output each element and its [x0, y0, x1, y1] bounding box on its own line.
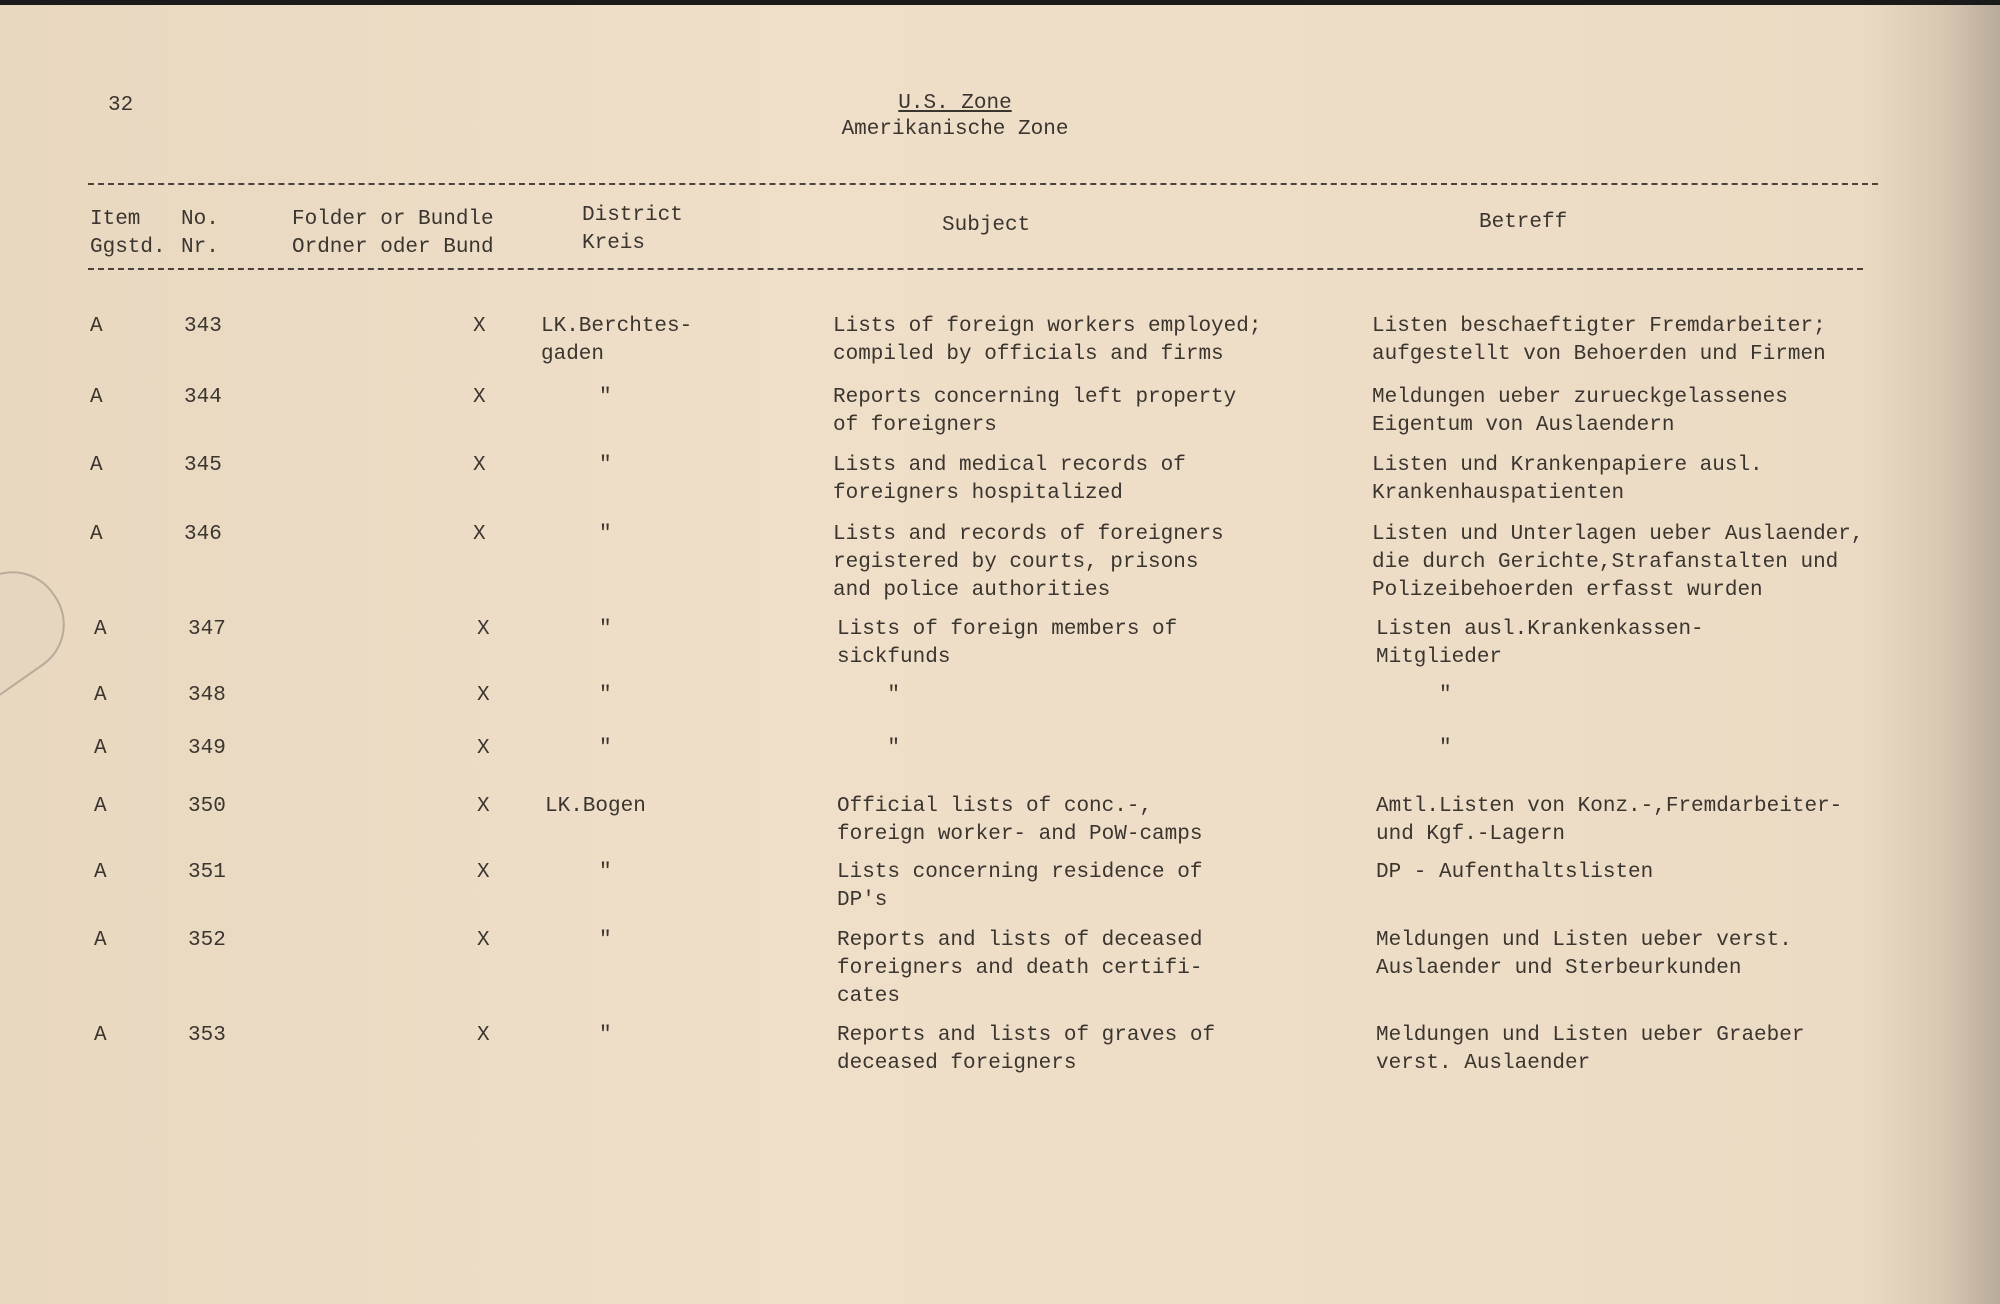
header-item: Item Ggstd.: [90, 208, 166, 259]
betreff-cell: Meldungen ueber zurueckgelassenes Eigentum von Auslaendern: [1372, 386, 1788, 437]
folder-mark: X: [477, 795, 490, 818]
header-no: No. Nr.: [181, 208, 219, 259]
number-cell: 346: [184, 523, 222, 546]
number-cell: 343: [184, 315, 222, 338]
subject-cell: Official lists of conc.-, foreign worker- and PoW-camps: [837, 795, 1203, 846]
number-cell: 347: [188, 618, 226, 641]
district-cell: ": [599, 1024, 612, 1047]
folder-mark: X: [477, 737, 490, 760]
header-district: District Kreis: [582, 204, 683, 255]
divider-header: [88, 268, 1863, 270]
district-cell: ": [599, 386, 612, 409]
binder-tab: [0, 552, 84, 697]
item-cell: A: [94, 861, 107, 884]
subject-cell: Reports and lists of graves of deceased foreigners: [837, 1024, 1216, 1075]
item-cell: A: [94, 684, 107, 707]
subject-cell: Reports and lists of deceased foreigners and death certifi- cates: [837, 929, 1203, 1008]
folder-mark: X: [477, 684, 490, 707]
betreff-cell: Amtl.Listen von Konz.-,Fremdarbeiter- und Kgf.-Lagern: [1376, 795, 1843, 846]
item-cell: A: [94, 618, 107, 641]
number-cell: 350: [188, 795, 226, 818]
number-cell: 348: [188, 684, 226, 707]
folder-mark: X: [473, 454, 486, 477]
district-cell: ": [599, 454, 612, 477]
subject-cell: Lists of foreign members of sickfunds: [837, 618, 1178, 669]
folder-mark: X: [477, 861, 490, 884]
betreff-cell: ": [1376, 737, 1452, 760]
folder-mark: X: [477, 1024, 490, 1047]
betreff-cell: ": [1376, 684, 1452, 707]
item-cell: A: [94, 737, 107, 760]
subject-cell: Lists of foreign workers employed; compiled by officials and firms: [833, 315, 1262, 366]
number-cell: 352: [188, 929, 226, 952]
number-cell: 345: [184, 454, 222, 477]
betreff-cell: DP - Aufenthaltslisten: [1376, 861, 1654, 884]
folder-mark: X: [473, 315, 486, 338]
folder-mark: X: [477, 618, 490, 641]
number-cell: 344: [184, 386, 222, 409]
number-cell: 353: [188, 1024, 226, 1047]
subject-cell: Lists and records of foreigners registered by courts, prisons and police authorities: [833, 523, 1224, 602]
district-cell: ": [599, 684, 612, 707]
district-cell: ": [599, 929, 612, 952]
page-subtitle: Amerikanische Zone: [841, 118, 1069, 141]
header-betreff: Betreff: [1479, 211, 1568, 234]
betreff-cell: Meldungen und Listen ueber Graeber verst. Auslaender: [1376, 1024, 1805, 1075]
item-cell: A: [90, 523, 103, 546]
district-cell: ": [599, 618, 612, 641]
betreff-cell: Listen und Krankenpapiere ausl. Krankenhauspatienten: [1372, 454, 1763, 505]
district-cell: LK.Bogen: [545, 795, 646, 818]
scan-edge: [0, 0, 2000, 5]
subject-cell: ": [837, 737, 901, 760]
betreff-cell: Listen und Unterlagen ueber Auslaender, die durch Gerichte,Strafanstalten und Polizeibehoerden erfasst wurden: [1372, 523, 1864, 602]
betreff-cell: Meldungen und Listen ueber verst. Auslaender und Sterbeurkunden: [1376, 929, 1792, 980]
folder-mark: X: [473, 386, 486, 409]
item-cell: A: [90, 315, 103, 338]
item-cell: A: [94, 795, 107, 818]
header-folder: Folder or Bundle Ordner oder Bund: [292, 208, 494, 259]
district-cell: ": [599, 523, 612, 546]
item-cell: A: [94, 929, 107, 952]
folder-mark: X: [473, 523, 486, 546]
district-cell: ": [599, 737, 612, 760]
subject-cell: ": [837, 684, 901, 707]
betreff-cell: Listen beschaeftigter Fremdarbeiter; aufgestellt von Behoerden und Firmen: [1372, 315, 1826, 366]
number-cell: 349: [188, 737, 226, 760]
subject-cell: Lists and medical records of foreigners hospitalized: [833, 454, 1186, 505]
betreff-cell: Listen ausl.Krankenkassen- Mitglieder: [1376, 618, 1704, 669]
header-subject: Subject: [942, 214, 1031, 237]
subject-cell: Reports concerning left property of foreigners: [833, 386, 1237, 437]
folder-mark: X: [477, 929, 490, 952]
page-title: U.S. Zone: [898, 92, 1012, 115]
district-cell: LK.Berchtes- gaden: [541, 315, 693, 366]
district-cell: ": [599, 861, 612, 884]
page-number: 32: [108, 94, 134, 117]
divider-top: [88, 183, 1878, 185]
subject-cell: Lists concerning residence of DP's: [837, 861, 1203, 912]
item-cell: A: [90, 386, 103, 409]
item-cell: A: [94, 1024, 107, 1047]
item-cell: A: [90, 454, 103, 477]
number-cell: 351: [188, 861, 226, 884]
